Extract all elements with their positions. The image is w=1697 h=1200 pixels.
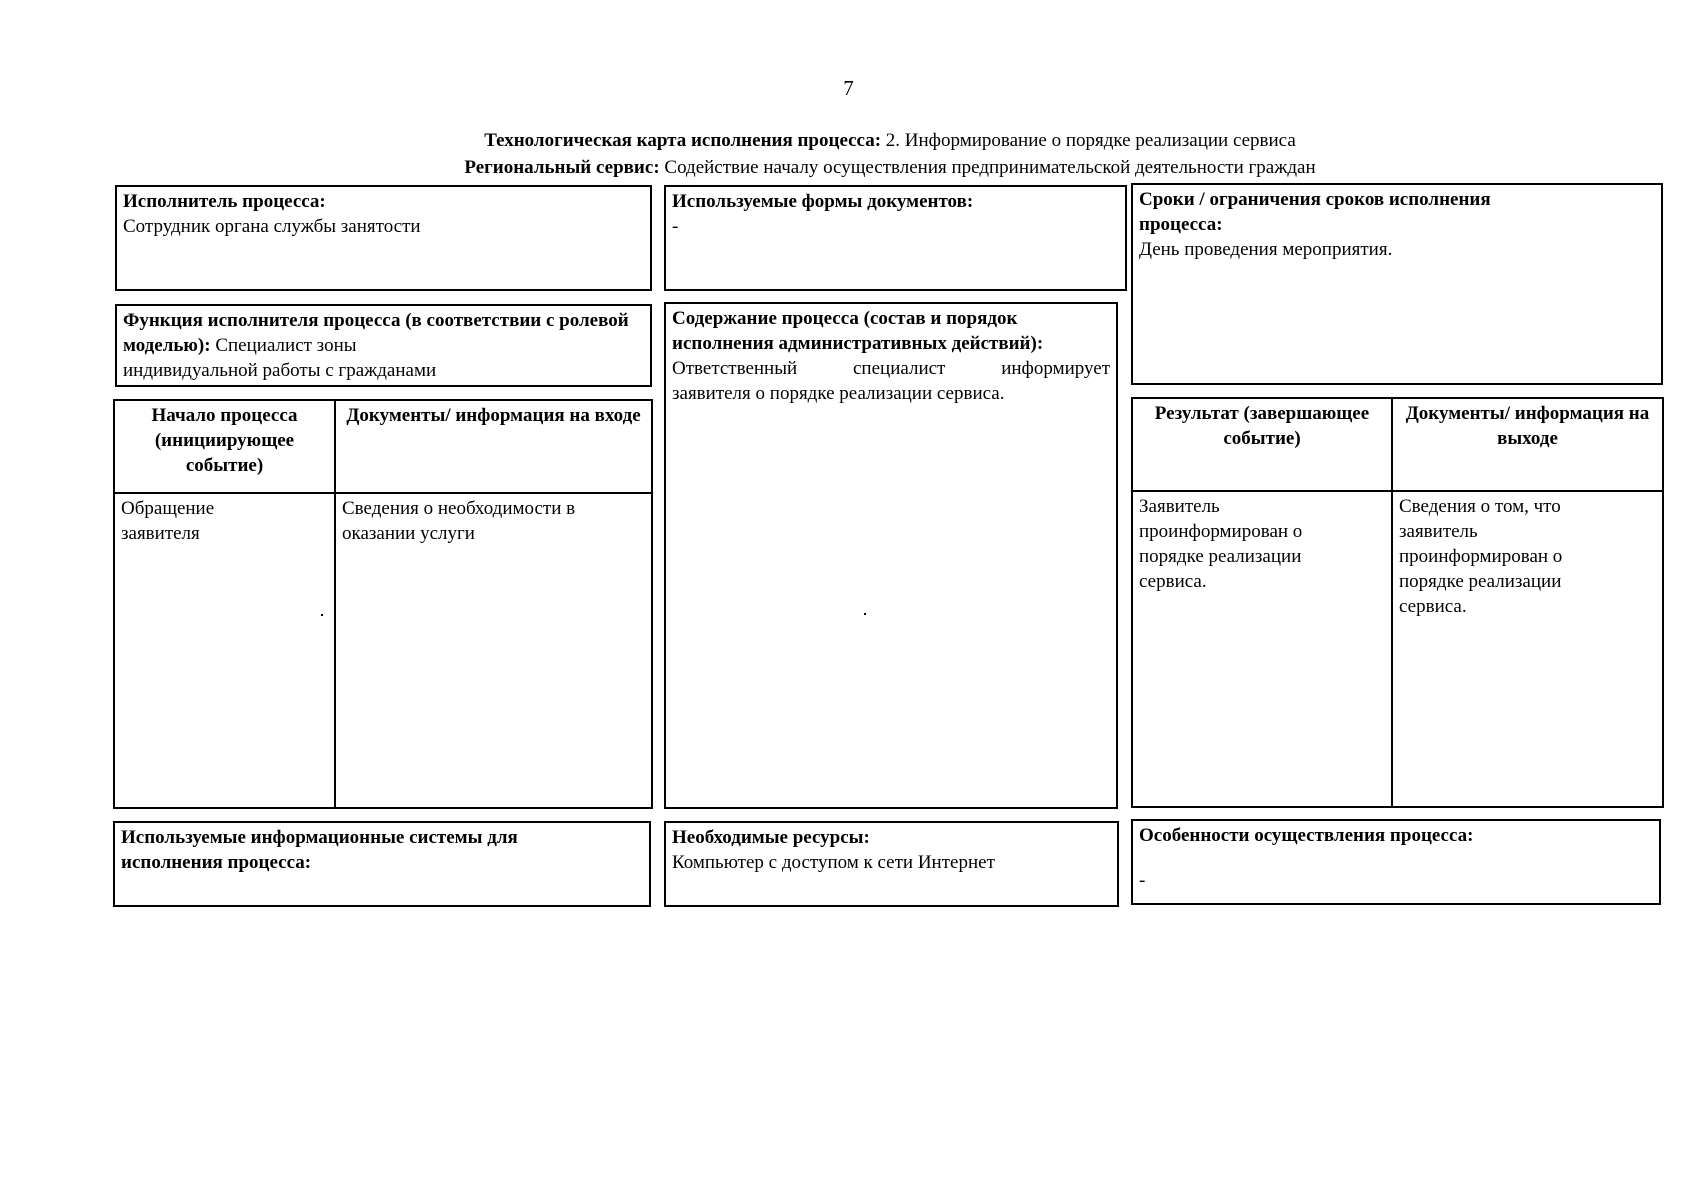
function-box bbox=[115, 304, 652, 387]
result-table bbox=[1131, 397, 1664, 808]
function-value-line2: индивидуальной работы с гражданами bbox=[123, 360, 437, 381]
features-value: - bbox=[1139, 870, 1146, 891]
table-row bbox=[1132, 491, 1663, 807]
document-title bbox=[0, 128, 1697, 154]
stray-dot bbox=[321, 614, 323, 616]
info-systems-box bbox=[113, 821, 651, 907]
content-value-line1: Ответственный специалист информирует bbox=[672, 358, 1110, 379]
performer-box bbox=[115, 185, 652, 291]
function-label: Функция исполнителя процесса (в соответствии с ролевой моделью): bbox=[123, 310, 629, 356]
input-docs-cell: Сведения о необходимости в оказании услуги bbox=[335, 493, 652, 808]
title-service-label: Региональный сервис: bbox=[464, 157, 660, 178]
input-docs-header: Документы/ информация на входе bbox=[335, 400, 652, 493]
document-subtitle bbox=[0, 155, 1697, 181]
page-number: 7 bbox=[843, 76, 854, 100]
table-header-row bbox=[114, 400, 652, 493]
forms-value: - bbox=[672, 216, 679, 237]
result-header: Результат (завершающее событие) bbox=[1132, 398, 1392, 491]
deadlines-box bbox=[1131, 183, 1663, 385]
deadlines-label-line2: процесса: bbox=[1139, 214, 1223, 235]
content-label-line2: исполнения административных действий): bbox=[672, 333, 1044, 354]
features-box bbox=[1131, 819, 1661, 905]
result-event-cell: Заявитель проинформирован о порядке реализации сервиса. bbox=[1132, 491, 1392, 807]
function-value-line1: Специалист зоны bbox=[210, 335, 357, 356]
title-service-name: Содействие началу осуществления предпринимательской деятельности граждан bbox=[659, 157, 1316, 178]
info-systems-label: Используемые информационные системы для исполнения процесса: bbox=[121, 827, 518, 873]
forms-box bbox=[664, 185, 1127, 291]
table-header-row bbox=[1132, 398, 1663, 491]
output-docs-cell: Сведения о том, что заявитель проинформирован о порядке реализации сервиса. bbox=[1392, 491, 1663, 807]
title-process-label: Технологическая карта исполнения процесса: bbox=[484, 130, 882, 151]
features-label: Особенности осуществления процесса: bbox=[1139, 825, 1474, 846]
forms-label: Используемые формы документов: bbox=[672, 191, 974, 212]
content-value-line2: заявителя о порядке реализации сервиса. bbox=[672, 383, 1005, 404]
resources-box bbox=[664, 821, 1119, 907]
deadlines-label-line1: Сроки / ограничения сроков исполнения bbox=[1139, 189, 1491, 210]
start-header: Начало процесса (инициирующее событие) bbox=[114, 400, 335, 493]
resources-label: Необходимые ресурсы: bbox=[672, 827, 870, 848]
output-docs-header: Документы/ информация на выходе bbox=[1392, 398, 1663, 491]
start-table bbox=[113, 399, 653, 809]
resources-value: Компьютер с доступом к сети Интернет bbox=[672, 852, 995, 873]
content-box bbox=[664, 302, 1118, 809]
content-label-line1: Содержание процесса (состав и порядок bbox=[672, 308, 1018, 329]
performer-label: Исполнитель процесса: bbox=[123, 191, 326, 212]
stray-dot bbox=[864, 613, 866, 615]
start-event-cell: Обращение заявителя bbox=[114, 493, 335, 808]
title-process-name: 2. Информирование о порядке реализации сервиса bbox=[881, 130, 1296, 151]
deadlines-value: День проведения мероприятия. bbox=[1139, 239, 1393, 260]
performer-value: Сотрудник органа службы занятости bbox=[123, 216, 421, 237]
table-row bbox=[114, 493, 652, 808]
